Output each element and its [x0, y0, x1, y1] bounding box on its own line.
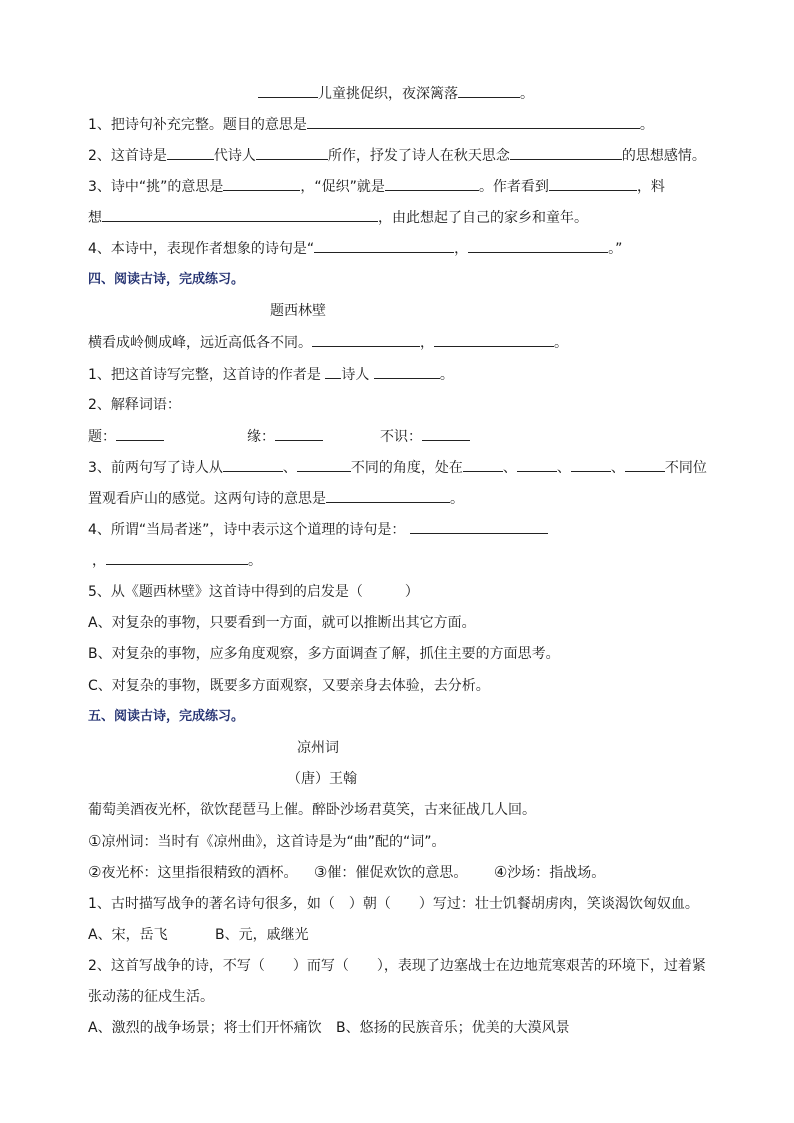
answer-blank[interactable]	[434, 333, 554, 347]
term-yuan: 缘：	[247, 427, 323, 446]
poem-author: （唐）王翰	[287, 771, 357, 787]
notes-2-4: ②夜光杯：这里指很精致的酒杯。 ③催：催促欢饮的意思。 ④沙场：指战场。	[88, 863, 606, 881]
section-5-heading: 五、阅读古诗，完成练习。	[88, 709, 245, 724]
answer-blank[interactable]	[374, 365, 440, 379]
answer-blank[interactable]	[571, 458, 611, 472]
question-4: 4、本诗中，表现作者想象的诗句是“ ， 。”	[88, 241, 623, 257]
answer-blank[interactable]	[167, 146, 214, 160]
answer-blank[interactable]	[258, 84, 318, 98]
answer-blank[interactable]	[102, 208, 378, 222]
option-a: A、对复杂的事物，只要看到一方面，就可以推断出其它方面。	[88, 615, 476, 631]
answer-blank[interactable]	[422, 427, 470, 441]
answer-blank[interactable]	[385, 177, 479, 191]
question-2: 2、这首诗是 代诗人 所作，抒发了诗人在秋天思念 的思想感情。	[88, 148, 706, 164]
answer-blank[interactable]	[275, 427, 323, 441]
term-ti: 题：	[88, 427, 164, 446]
answer-blank[interactable]	[223, 177, 300, 191]
answer-blank[interactable]	[326, 489, 450, 503]
poem-text: 葡萄美酒夜光杯，欲饮琵琶马上催。醉卧沙场君莫笑，古来征战几人回。	[88, 802, 536, 818]
s4-question-3-cont: 置观看庐山的感觉。这两句诗的意思是 。	[88, 491, 464, 507]
s4-question-5: 5、从《题西林壁》这首诗中得到的启发是（ ）	[88, 584, 419, 600]
question-3-cont: 想 ，由此想起了自己的家乡和童年。	[88, 210, 588, 226]
answer-blank[interactable]	[312, 333, 420, 347]
question-1: 1、把诗句补充完整。题目的意思是 。	[88, 117, 654, 133]
answer-blank[interactable]	[458, 84, 520, 98]
poem-line: 横看成岭侧成峰，远近高低各不同。 ， 。	[88, 335, 568, 351]
option-c: C、对复杂的事物，既要多方面观察，又要亲身去体验，去分析。	[88, 678, 490, 694]
answer-blank[interactable]	[297, 458, 351, 472]
section-4-heading: 四、阅读古诗，完成练习。	[88, 272, 245, 287]
poem-fill-line: 儿童挑促织，夜深篱落 。	[258, 84, 534, 103]
question-3: 3、诗中“挑”的意思是 ，“促织”就是 。作者看到 ，料	[88, 179, 665, 195]
s5-q2-option-b: B、悠扬的民族音乐；优美的大漠风景	[336, 1020, 570, 1036]
answer-blank[interactable]	[463, 458, 503, 472]
s4-question-4: 4、所谓“当局者迷”，诗中表示这个道理的诗句是：	[88, 520, 548, 539]
answer-blank[interactable]	[549, 177, 637, 191]
s5-question-2-cont: 张动荡的征戍生活。	[88, 989, 214, 1005]
s5-q1-option-b: B、元，戚继光	[215, 927, 309, 943]
s4-question-1: 1、把这首诗写完整，这首诗的作者是 诗人 。	[88, 367, 454, 383]
answer-blank[interactable]	[517, 458, 557, 472]
answer-blank[interactable]	[116, 427, 164, 441]
answer-blank[interactable]	[468, 239, 608, 253]
answer-blank[interactable]	[325, 365, 341, 379]
answer-blank[interactable]	[625, 458, 665, 472]
answer-blank[interactable]	[256, 146, 328, 160]
s5-q1-option-a: A、宋，岳飞	[88, 927, 168, 943]
answer-blank[interactable]	[510, 146, 622, 160]
s4-question-2: 2、解释词语：	[88, 397, 181, 413]
answer-blank[interactable]	[307, 115, 640, 129]
option-b: B、对复杂的事物，应多角度观察，多方面调查了解，抓住主要的方面思考。	[88, 646, 560, 662]
answer-blank[interactable]	[223, 458, 283, 472]
s4-question-4-cont: ， 。	[92, 553, 262, 569]
s4-question-3: 3、前两句写了诗人从 、 不同的角度，处在 、 、 、 不同位	[88, 460, 707, 476]
answer-blank[interactable]	[410, 520, 548, 534]
poem-title: 凉州词	[297, 740, 339, 756]
answer-blank[interactable]	[314, 239, 454, 253]
term-bushi: 不识：	[380, 427, 470, 446]
s5-question-2: 2、这首写战争的诗，不写（ ）而写（ ），表现了边塞战士在边地荒寒艰苦的环境下，过着紧	[88, 958, 706, 974]
note-1: ①凉州词：当时有《凉州曲》，这首诗是为“曲”配的“词”。	[88, 832, 446, 850]
poem-title: 题西林壁	[270, 303, 326, 319]
s5-q2-option-a: A、激烈的战争场景；将士们开怀痛饮	[88, 1020, 322, 1036]
answer-blank[interactable]	[106, 551, 248, 565]
s5-question-1: 1、古时描写战争的著名诗句很多，如（ ）朝（ ）写过：壮士饥餐胡虏肉，笑谈渴饮匈奴血。	[88, 896, 699, 912]
